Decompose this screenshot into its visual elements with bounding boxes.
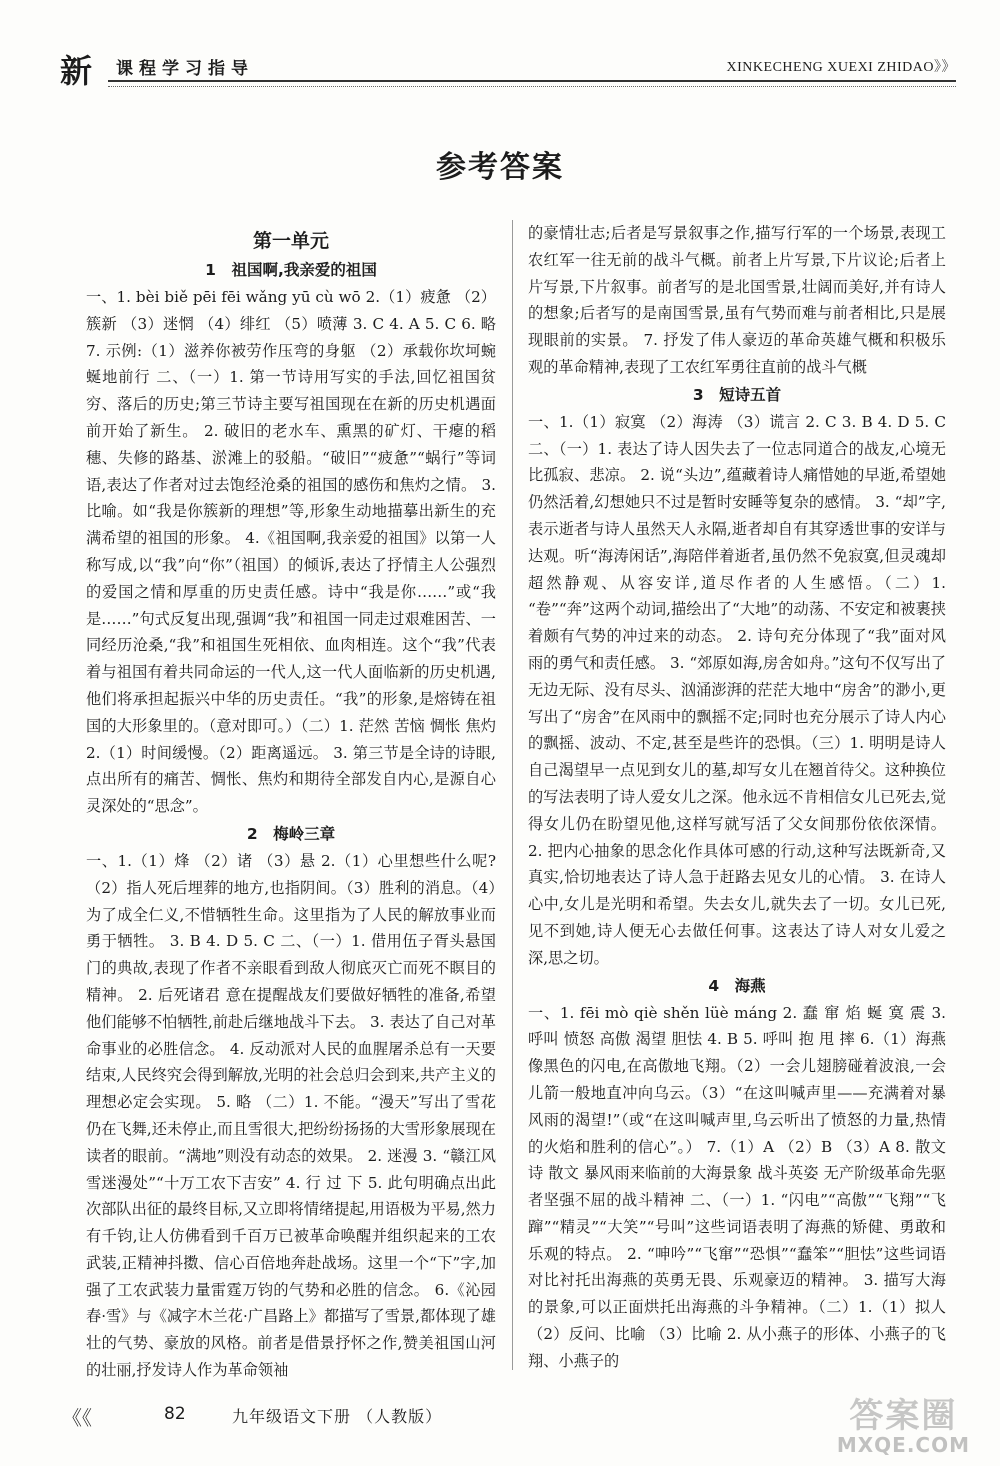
page-header	[0, 0, 1000, 100]
watermark-logo	[837, 1388, 970, 1457]
lesson-4-answers: 一、1. fēi mò qiè shěn lüè máng 2. 蠢 窜 焰 蜒 寞 震 3. 呼叫 愤怒 高傲 渴望 胆怯 4. B 5. 呼叫 抱 甩 摔 6.（1）海燕像黑色的闪电,在高傲地飞翔。（2）一会儿翅膀碰着波浪,一会儿箭一般地直冲向乌云。（3）“在这叫喊声里——充满着对暴风雨的渴望!”（或“在这叫喊声里,乌云听出了愤怒的力量,热情的火焰和胜利的信心”。） 7.（1）A （2）B （3）A 8. 散文诗 散文 暴风雨来临前的大海景象 战斗英姿 无产阶级革命先驱者坚强不屈的战斗精神 二、（一）1. “闪电”“高傲”“飞翔”“飞蹿”“精灵”“大笑”“号叫”这些词语表明了海燕的矫健、勇敢和乐观的特点。 2. “呻吟”“飞窜”“恐惧”“蠢笨”“胆怯”这些词语对比衬托出海燕的英勇无畏、乐观豪迈的精神。 3. 描写大海的景象,可以正面烘托出海燕的斗争精神。（二）1.（1）拟人 （2）反问、比喻 （3）比喻 2. 从小燕子的形体、小燕子的飞翔、小燕子的	[528, 1003, 946, 1370]
series-title-english: XINKECHENG XUEXI ZHIDAO》》	[726, 60, 956, 75]
column-divider	[512, 220, 513, 1370]
watermark-text: 答案圈	[849, 1396, 958, 1436]
lesson-4-title: 4 海燕	[708, 976, 766, 995]
lesson-3-answers: 一、1.（1）寂寞 （2）海涛 （3）谎言 2. C 3. B 4. D 5. C 二、（一）1. 表达了诗人因失去了一位志同道合的战友,心境无比孤寂、悲凉。 2. 说“头边”,蕴藏着诗人痛惜她的早逝,希望她仍然活着,幻想她只不过是暂时安睡等复杂的感情。 3. “却”字,表示逝者与诗人虽然天人永隔,逝者却自有其穿透世事的安详与达观。听“海涛闲话”,海陪伴着逝者,虽仍然不免寂寞,但灵魂却超然静观、从容安详,道尽作者的人生感悟。（二）1. “卷”“奔”这两个动词,描绘出了“大地”的动荡、不安定和被裹挟着颇有气势的冲过来的动态。 2. 诗句充分体现了“我”面对风雨的勇气和责任感。 3. “郊原如海,房舍如舟。”这句不仅写出了无边无际、没有尽头、汹涌澎湃的茫茫大地中“房舍”的渺小,更写出了“房舍”在风雨中的飘摇不定;同时也充分展示了诗人内心的飘摇、波动、不定,甚至是些许的恐惧。（三）1. 明明是诗人自己渴望早一点见到女儿的墓,却写女儿在翘首待父。这种换位的写法表明了诗人爱女儿之深。他永远不肯相信女儿已死去,觉得女儿仍在盼望见他,这样写就写活了父女间那份依依深情。 2. 把内心抽象的思念化作具体可感的行动,这种写法既新奇,又真实,恰切地表达了诗人急于赶路去见女儿的心情。 3. 在诗人心中,女儿是光明和希望。失去女儿,就失去了一切。女儿已死,见不到她,诗人便无心去做任何事。这表达了诗人对女儿爱之深,思之切。	[528, 412, 946, 967]
lesson-1-answers: 一、1. bèi biě pēi fēi wǎng yū cù wō 2.（1）疲惫 （2）簇新 （3）迷惘 （4）绯红 （5）喷薄 3. C 4. A 5. C 6. 略 7. 示例:（1）滋养你被劳作压弯的身躯 （2）承载你坎坷蜿蜒地前行 二、（一）1. 第一节诗用写实的手法,回忆祖国贫穷、落后的历史;第三节诗主要写祖国现在在新的历史机遇面前开始了新生。 2. 破旧的老水车、熏黑的矿灯、干瘪的稻穗、失修的路基、淤滩上的驳船。“破旧”“疲惫”“蜗行”等词语,表达了作者对过去饱经沧桑的祖国的感伤和焦灼之情。 3. 比喻。如“我是你簇新的理想”等,形象生动地描摹出新生的充满希望的祖国的形象。 4.《祖国啊,我亲爱的祖国》以第一人称写成,以“我”向“你”（祖国）的倾诉,表达了抒情主人公强烈的爱国之情和厚重的历史责任感。诗中“我是你……”或“我是……”句式反复出现,强调“我”和祖国一同走过艰难困苦、一同经历沧桑,“我”和祖国生死相依、血肉相连。这个“我”代表着与祖国有着共同命运的一代人,这一代人面临新的历史机遇,他们将承担起振兴中华的历史责任。“我”的形象,是熔铸在祖国的大形象里的。（意对即可。）（二）1. 茫然 苦恼 惆怅 焦灼 2.（1）时间缓慢。（2）距离遥远。 3. 第三节是全诗的诗眼,点出所有的痛苦、惆怅、焦灼和期待全部发自内心,是源自心灵深处的“思念”。	[86, 288, 496, 816]
footer-arrows: 《《	[62, 1406, 92, 1430]
right-column	[528, 220, 946, 1380]
book-title: 九年级语文下册 （人教版）	[232, 1407, 443, 1426]
series-logo: 新	[60, 52, 93, 90]
series-title: 课程学习指导	[116, 59, 254, 79]
lesson-2-answers: 一、1.（1）烽 （2）诸 （3）悬 2.（1）心里想些什么呢?（2）指人死后埋葬的地方,也指阴间。（3）胜利的消息。（4）为了成全仁义,不惜牺牲生命。这里指为了人民的解放事业而勇于牺牲。 3. B 4. D 5. C 二、（一）1. 借用伍子胥头悬国门的典故,表现了作者不亲眼看到敌人彻底灭亡而死不瞑目的精神。 2. 后死诸君 意在提醒战友们要做好牺牲的准备,希望他们能够不怕牺牲,前赴后继地战斗下去。 3. 表达了自己对革命事业的必胜信念。 4. 反动派对人民的血腥屠杀总有一天要结束,人民终究会得到解放,光明的社会总归会到来,共产主义的理想必定会实现。 5. 略 （二）1. 不能。“漫天”写出了雪花仍在飞舞,还未停止,而且雪很大,把纷纷扬扬的大雪形象展现在读者的眼前。“满地”则没有动态的效果。 2. 迷漫 3. “赣江风雪迷漫处”“十万工农下吉安” 4. 行 过 下 5. 此句明确点出此次部队出征的最终目标,又立即将情绪提起,用语极为平易,然力有千钧,让人仿佛看到千百万已被革命唤醒并组织起来的工农武装,正精神抖擞、信心百倍地奔赴战场。这里一个“下”字,加强了工农武装力量雷霆万钧的气势和必胜的信念。 6.《沁园春·雪》与《减字木兰花·广昌路上》都描写了雪景,都体现了雄壮的气势、豪放的风格。前者是借景抒怀之作,赞美祖国山河的壮丽,抒发诗人作为革命领袖	[86, 851, 496, 1380]
watermark-url: MXQE.COM	[836, 1433, 970, 1457]
header-rule	[108, 80, 956, 82]
lesson-2-answers-continued: 的豪情壮志;后者是写景叙事之作,描写行军的一个场景,表现工农红军一往无前的战斗气概。前者上片写景,下片议论;后者上片写景,下片叙事。前者写的是北国雪景,壮阔而美好,并有诗人的想象;后者写的是南国雪景,虽有气势而难与前者相比,只是展现眼前的实景。 7. 抒发了伟人豪迈的革命英雄气概和积极乐观的革命精神,表现了工农红军勇往直前的战斗气概	[528, 224, 946, 376]
header-dotted-rule	[108, 86, 956, 87]
page-title: 参考答案	[436, 150, 564, 185]
left-column	[86, 222, 496, 1382]
page-number: 82	[164, 1404, 186, 1424]
lesson-3-title: 3 短诗五首	[692, 385, 782, 404]
lesson-1-title: 1 祖国啊,我亲爱的祖国	[205, 261, 377, 279]
lesson-2-title: 2 梅岭三章	[246, 824, 336, 843]
unit-heading: 第一单元	[252, 230, 329, 252]
